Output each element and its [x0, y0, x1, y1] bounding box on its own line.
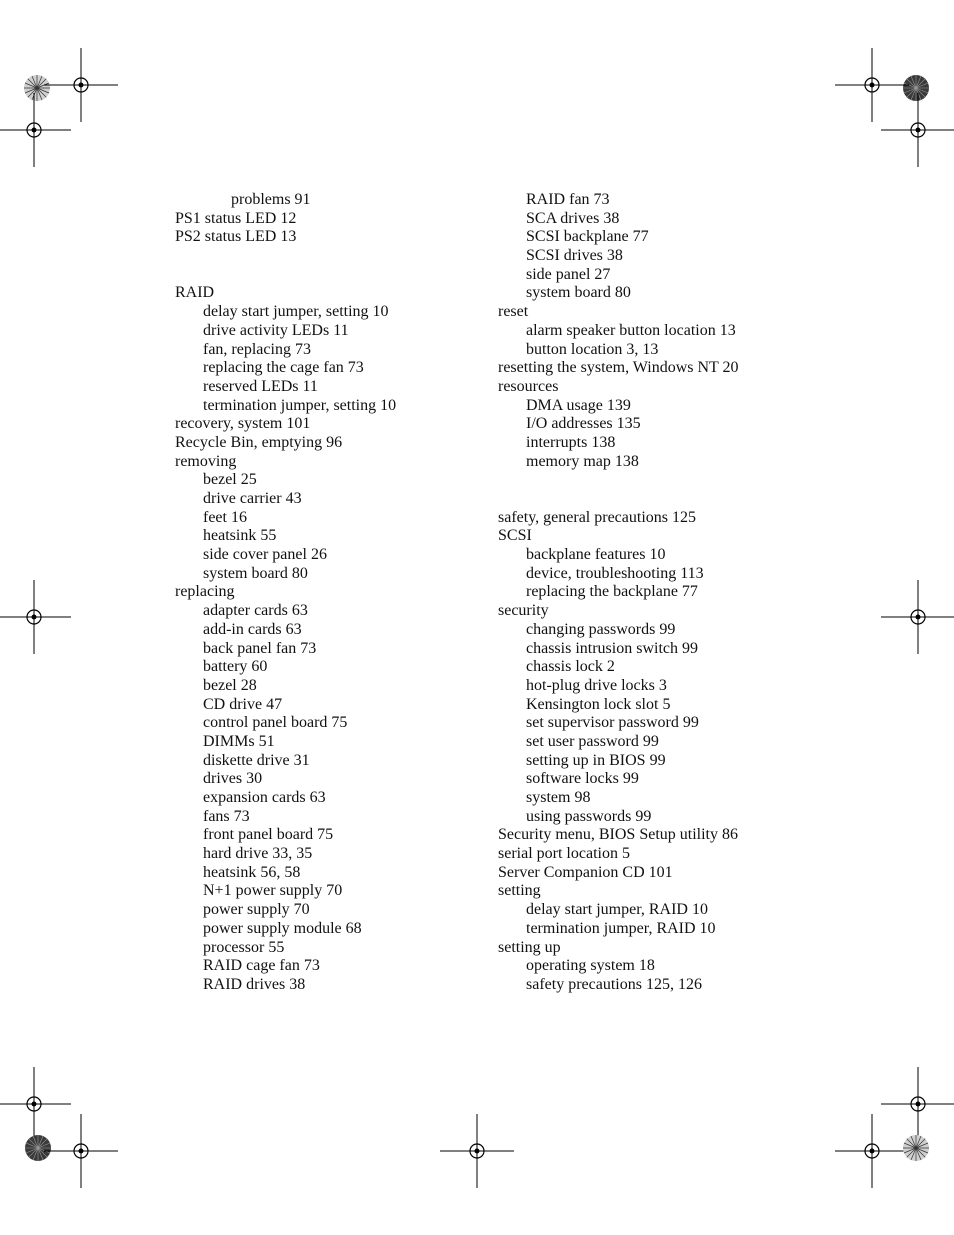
index-entry: chassis intrusion switch 99 — [526, 639, 698, 657]
index-entry: hot-plug drive locks 3 — [526, 676, 667, 694]
index-entry: problems 91 — [231, 191, 311, 208]
index-entry: recovery, system 101 — [175, 415, 311, 433]
index-entry: fans 73 — [203, 807, 250, 825]
index-entry: software locks 99 — [526, 770, 639, 788]
index-entry: drive activity LEDs 11 — [203, 321, 349, 339]
index-entry: control panel board 75 — [203, 714, 348, 732]
index-entry: drives 30 — [203, 770, 263, 788]
index-entry: power supply 70 — [203, 901, 310, 919]
index-spacer — [498, 471, 818, 490]
index-entry: Server Companion CD 101 — [498, 863, 673, 881]
index-entry: adapter cards 63 — [203, 602, 308, 620]
index-entry: RAID fan 73 — [526, 191, 610, 208]
index-entry: serial port location 5 — [498, 845, 630, 863]
index-entry: heatsink 56, 58 — [203, 863, 301, 881]
index-entry: DIMMs 51 — [203, 732, 275, 750]
index-entry: termination jumper, RAID 10 — [526, 919, 716, 937]
index-entry: device, troubleshooting 113 — [526, 564, 704, 582]
index-entry: SCA drives 38 — [526, 209, 620, 227]
index-entry: PS2 status LED 13 — [175, 228, 297, 246]
index-entry: SCSI backplane 77 — [526, 228, 649, 246]
index-entry: expansion cards 63 — [203, 789, 326, 806]
index-entry: battery 60 — [203, 658, 268, 676]
index-entry: removing — [175, 452, 237, 470]
index-entry: heatsink 55 — [203, 527, 277, 545]
index-entry: SCSI — [498, 527, 532, 545]
index-entry: system 98 — [526, 789, 591, 806]
index-entry: Kensington lock slot 5 — [526, 695, 671, 713]
index-entry: Security menu, BIOS Setup utility 86 — [498, 826, 738, 844]
index-entry: using passwords 99 — [526, 807, 652, 825]
index-entry: interrupts 138 — [526, 433, 616, 451]
index-spacer — [175, 266, 475, 285]
index-spacer — [175, 247, 475, 266]
index-entry: resetting the system, Windows NT 20 — [498, 359, 739, 377]
index-entry: resources — [498, 377, 559, 395]
index-entry: reserved LEDs 11 — [203, 377, 318, 395]
index-entry: SCSI drives 38 — [526, 247, 623, 265]
index-entry: add-in cards 63 — [203, 620, 302, 638]
index-entry: PS1 status LED 12 — [175, 209, 297, 227]
index-column-right — [498, 191, 818, 995]
index-entry: diskette drive 31 — [203, 751, 310, 769]
index-entry: front panel board 75 — [203, 826, 334, 844]
index-entry: side panel 27 — [526, 265, 611, 283]
index-entry: N+1 power supply 70 — [203, 882, 343, 900]
index-entry: RAID cage fan 73 — [203, 957, 320, 975]
index-entry: hard drive 33, 35 — [203, 845, 313, 863]
index-entry: termination jumper, setting 10 — [203, 396, 397, 414]
index-entry: CD drive 47 — [203, 695, 283, 713]
index-entry: safety, general precautions 125 — [498, 508, 696, 526]
index-entry: backplane features 10 — [526, 546, 666, 564]
index-entry: replacing the cage fan 73 — [203, 359, 364, 377]
index-entry: reset — [498, 303, 529, 321]
index-entry: chassis lock 2 — [526, 658, 615, 676]
index-entry: operating system 18 — [526, 957, 655, 975]
index-entry: feet 16 — [203, 508, 247, 526]
index-entry: RAID drives 38 — [203, 975, 306, 993]
index-entry: drive carrier 43 — [203, 490, 302, 507]
index-entry: delay start jumper, setting 10 — [203, 303, 389, 321]
index-entry: delay start jumper, RAID 10 — [526, 901, 708, 919]
index-spacer — [498, 490, 818, 509]
index-entry: safety precautions 125, 126 — [526, 975, 702, 993]
index-entry: power supply module 68 — [203, 919, 362, 937]
index-entry: Recycle Bin, emptying 96 — [175, 433, 343, 451]
index-entry: memory map 138 — [526, 452, 639, 470]
index-entry: security — [498, 602, 549, 620]
index-entry: I/O addresses 135 — [526, 415, 641, 433]
index-entry: back panel fan 73 — [203, 639, 317, 657]
index-entry: side cover panel 26 — [203, 546, 327, 564]
index-column-left — [175, 191, 475, 995]
index-entry: fan, replacing 73 — [203, 340, 311, 358]
index-entry: setting up — [498, 938, 561, 956]
index-entry: button location 3, 13 — [526, 340, 659, 358]
index-entry: system board 80 — [526, 284, 631, 302]
index-entry: processor 55 — [203, 938, 285, 956]
index-entry: alarm speaker button location 13 — [526, 321, 736, 339]
index-entry: RAID — [175, 284, 215, 302]
index-entry: system board 80 — [203, 564, 308, 582]
index-entry: replacing — [175, 583, 235, 601]
index-entry: setting — [498, 882, 541, 900]
index-entry: bezel 28 — [203, 676, 257, 694]
index-entry: changing passwords 99 — [526, 620, 676, 638]
index-entry: set user password 99 — [526, 732, 659, 750]
index-entry: DMA usage 139 — [526, 396, 631, 414]
index-entry: setting up in BIOS 99 — [526, 751, 666, 769]
index-entry: replacing the backplane 77 — [526, 583, 698, 601]
index-entry: bezel 25 — [203, 471, 257, 489]
index-entry: set supervisor password 99 — [526, 714, 699, 732]
